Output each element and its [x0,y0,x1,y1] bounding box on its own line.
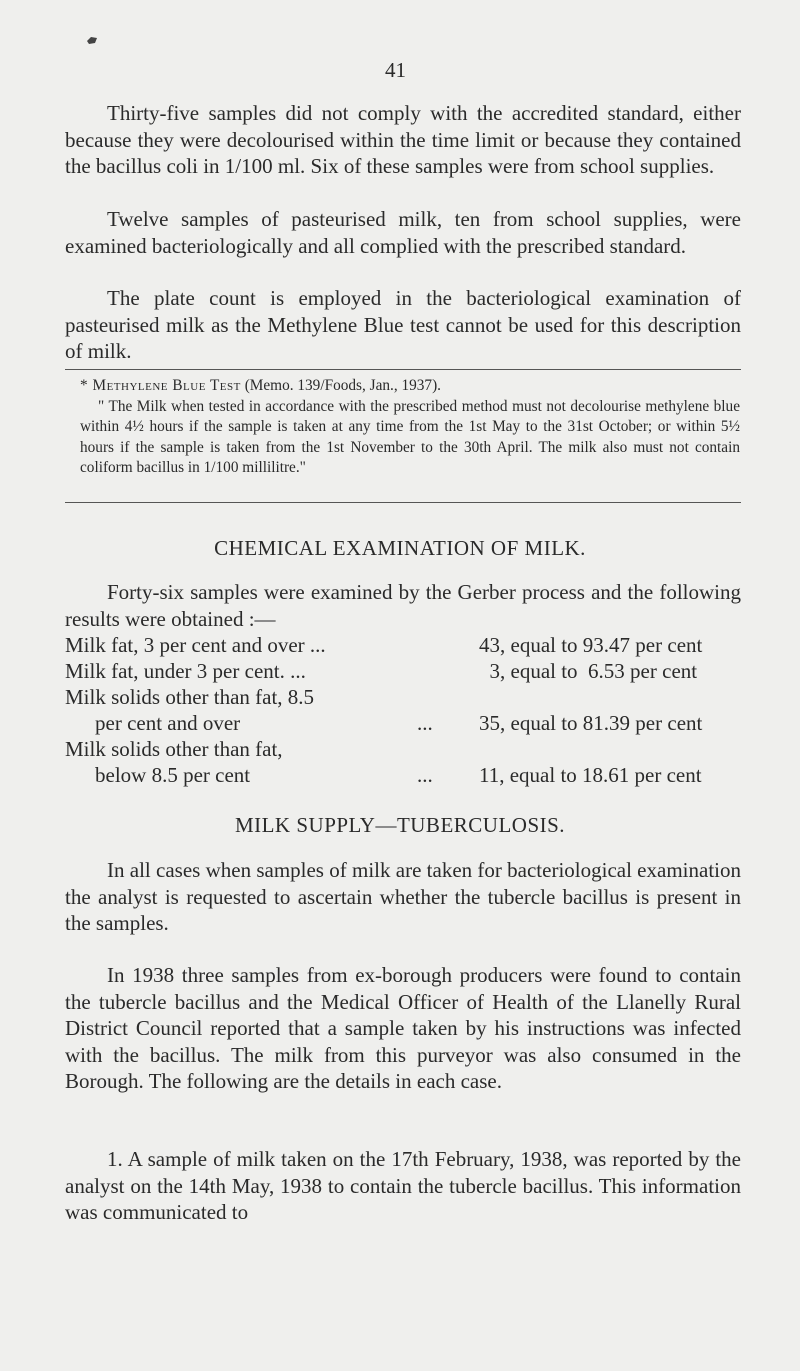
chemical-intro-paragraph: Forty-six samples were examined by the Gerber process and the following results were obtained :— [65,580,741,631]
footnote-bottom-rule [65,502,741,503]
result-value: 11, equal to 18.61 per cent [479,763,702,787]
tuberculosis-heading: MILK SUPPLY—TUBERCULOSIS. [234,813,566,837]
result-label: Milk fat, under 3 per cent. ... [65,659,306,683]
footnote-reference: (Memo. 139/Foods, Jan., 1937). [244,377,441,394]
paragraph-plate-count: The plate count is employed in the bacteriological examination of pasteurised milk as the Methylene Blue test cannot be used for this description of milk. [65,286,741,363]
footnote [80,376,740,479]
paragraph-pasteurised-milk: Twelve samples of pasteurised milk, ten from school supplies, were examined bacteriologically and all complied with the prescribed standard. [65,207,741,258]
page-number: 41 [385,58,406,82]
chemical-examination-heading: CHEMICAL EXAMINATION OF MILK. [214,536,586,560]
result-row [65,711,765,737]
result-row [65,685,765,711]
paragraph-tubercle-testing: In all cases when samples of milk are taken for bacteriological examination the analyst is requested to ascertain whether the tubercle bacillus is present in the samples. [65,858,741,935]
result-label: Milk fat, 3 per cent and over ... [65,633,326,657]
result-row [65,659,765,685]
paragraph-noncompliant-samples: Thirty-five samples did not comply with the accredited standard, either because they were decolourised within the time limit or because they contained the bacillus coli in 1/100 ml. Six of these samples were from school supplies. [65,101,741,178]
result-row [65,633,765,659]
result-label: Milk solids other than fat, 8.5 [65,685,315,709]
footnote-title: * Methylene Blue Test [80,377,241,394]
result-value: 35, equal to 81.39 per cent [479,711,703,735]
footnote-heading [80,376,740,397]
paragraph-case-1: 1. A sample of milk taken on the 17th February, 1938, was reported by the analyst on the 14th May, 1938 to contain the tubercle bacillus. This information was communicated to [65,1147,741,1224]
footnote-top-rule [65,369,741,370]
result-label: below 8.5 per cent [95,763,251,787]
leader-dots: ... [417,763,433,787]
ink-mark-icon [86,35,98,45]
result-label: Milk solids other than fat, [65,737,283,761]
leader-dots: ... [417,711,433,735]
result-label: per cent and over [95,711,241,735]
result-value: 43, equal to 93.47 per cent [479,633,703,657]
result-row [65,737,765,763]
result-row [65,763,765,789]
footnote-body: " The Milk when tested in accordance with the prescribed method must not decolourise methylene blue within 4½ hours if the sample is taken at any time from the 1st May to the 31st October; or within 5½ hours if the sample is taken from the 1st November to the 30th April. The milk also must not contain coliform bacillus in 1/100 millilitre." [80,397,740,476]
result-value: 3, equal to 6.53 per cent [479,659,698,683]
paragraph-1938-samples: In 1938 three samples from ex-borough producers were found to contain the tubercle bacillus and the Medical Officer of Health of the Llanelly Rural District Council reported that a sample taken by his instructions was infected with the bacillus. The milk from this purveyor was also consumed in the Borough. The following are the details in each case. [65,963,741,1093]
